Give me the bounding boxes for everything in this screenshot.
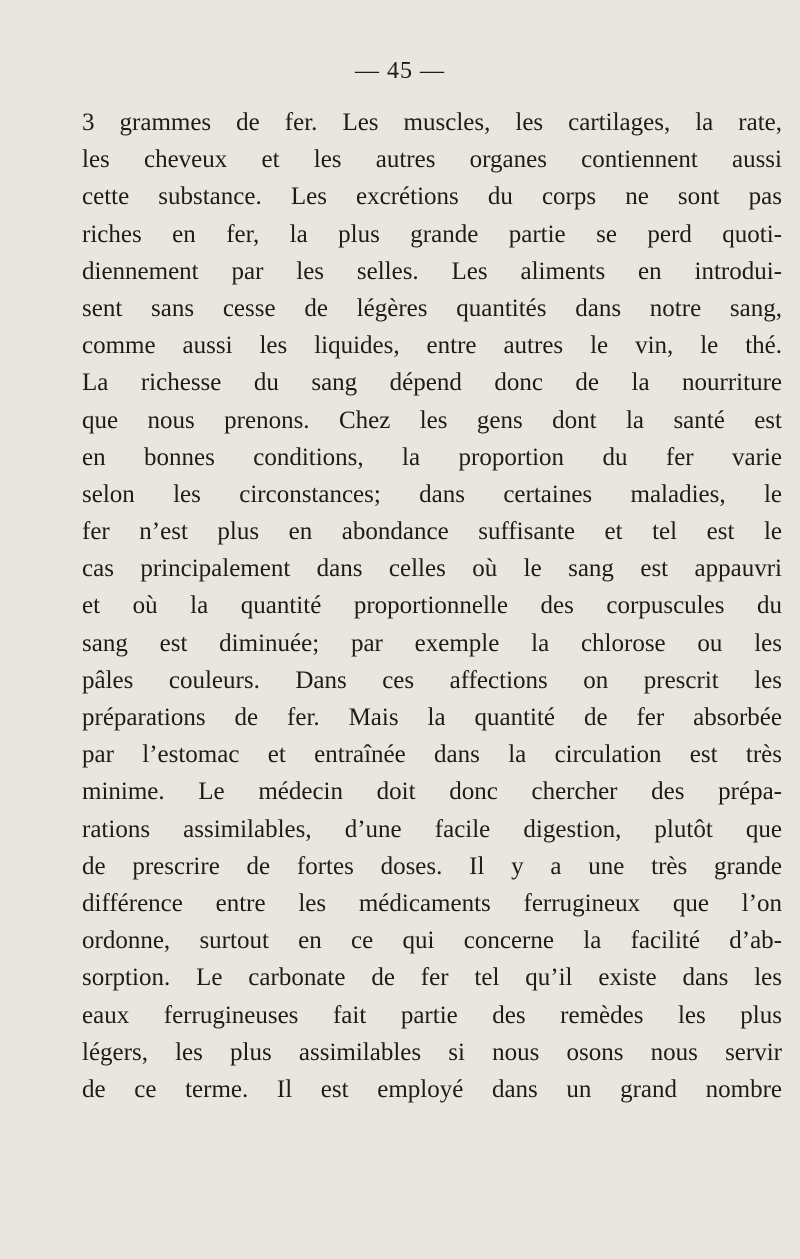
text-line: comme aussi les liquides, entre autres le vin, le thé. [82,332,782,360]
text-line: diennement par les selles. Les aliments en introdui- [82,257,782,285]
text-line: légers, les plus assimilables si nous osons nous servir [82,1038,782,1066]
page-number: — 45 — [355,58,445,84]
text-line: les cheveux et les autres organes contiennent aussi [82,146,782,174]
text-line: par l’estomac et entraînée dans la circulation est très [82,741,782,769]
text-line: sorption. Le carbonate de fer tel qu’il existe dans les [82,964,782,992]
text-line: de prescrire de fortes doses. Il y a une très grande [82,852,782,880]
text-line: rations assimilables, d’une facile digestion, plutôt que [82,815,782,843]
text-line: et où la quantité proportionnelle des corpuscules du [82,592,782,620]
text-line: en bonnes conditions, la proportion du fer varie [82,443,782,471]
text-line: différence entre les médicaments ferrugineux que l’on [82,889,782,917]
text-line: de ce terme. Il est employé dans un grand nombre [82,1075,782,1103]
text-line: ordonne, surtout en ce qui concerne la facilité d’ab- [82,927,782,955]
text-line: préparations de fer. Mais la quantité de fer absorbée [82,704,782,731]
text-line: riches en fer, la plus grande partie se perd quoti- [82,220,782,248]
text-line: que nous prenons. Chez les gens dont la santé est [82,406,782,434]
text-line: sang est diminuée; par exemple la chlorose ou les [82,629,782,657]
text-line: selon les circonstances; dans certaines maladies, le [82,480,782,508]
text-line: pâles couleurs. Dans ces affections on prescrit les [82,666,782,694]
text-line: La richesse du sang dépend donc de la nourriture [82,369,782,397]
text-line: fer n’est plus en abondance suffisante et tel est le [82,518,782,546]
text-line: minime. Le médecin doit donc chercher des prépa- [82,778,782,806]
text-line: cas principalement dans celles où le sang est appauvri [82,555,782,583]
text-line: eaux ferrugineuses fait partie des remèdes les plus [82,1001,782,1029]
text-line: sent sans cesse de légères quantités dans notre sang, [82,294,782,322]
text-line: 3 grammes de fer. Les muscles, les cartilages, la rate, [82,109,782,136]
text-line: cette substance. Les excrétions du corps ne sont pas [82,183,782,211]
body-text [82,104,782,1108]
